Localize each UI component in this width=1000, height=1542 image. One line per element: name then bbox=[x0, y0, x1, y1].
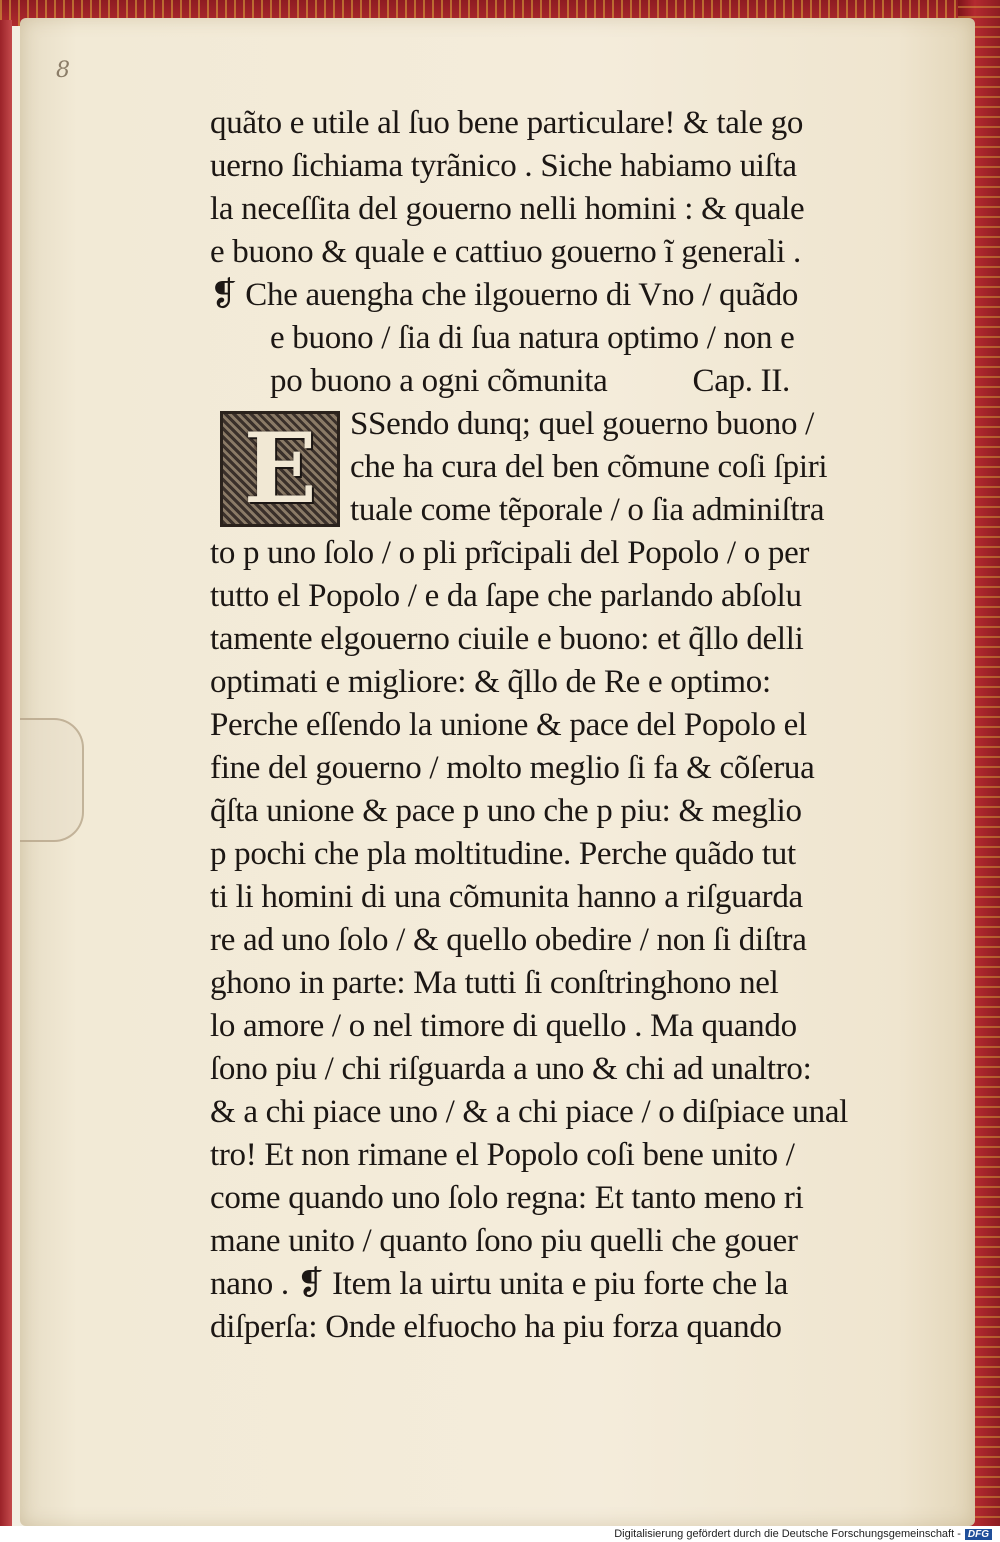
text-line: uerno ſichiama tyrãnico . Siche habiamo uiſta bbox=[210, 148, 797, 184]
initial-lines bbox=[350, 403, 827, 532]
text-line: SSendo dunq; quel gouerno buono / bbox=[350, 406, 814, 442]
page-text-block bbox=[210, 102, 870, 1349]
decorated-initial bbox=[220, 411, 340, 527]
digitization-credit bbox=[614, 1528, 992, 1540]
text-line: p pochi che pla moltitudine. Perche quãdo tut bbox=[210, 836, 796, 872]
dfg-logo: DFG bbox=[965, 1529, 992, 1540]
text-line: diſperſa: Onde elfuocho ha piu forza quando bbox=[210, 1309, 782, 1345]
binding-left-edge bbox=[0, 20, 12, 1528]
text-line: lo amore / o nel timore di quello . Ma quando bbox=[210, 1008, 797, 1044]
text-line: ſono piu / chi riſguarda a uno & chi ad unaltro: bbox=[210, 1051, 812, 1087]
chapter-heading-row bbox=[210, 360, 870, 403]
text-line: q̃ſta unione & pace p uno che p piu: & meglio bbox=[210, 793, 802, 829]
folio-number: 8 bbox=[56, 58, 70, 83]
initial-letter: E bbox=[243, 412, 317, 525]
text-line: to p uno ſolo / o pli prĩcipali del Popolo / o per bbox=[210, 535, 810, 571]
text-line: tutto el Popolo / e da ſape che parlando abſolu bbox=[210, 578, 802, 614]
text-line: re ad uno ſolo / & quello obedire / non ſi diſtra bbox=[210, 922, 807, 958]
chapter-number: Cap. II. bbox=[692, 363, 790, 399]
text-line: optimati e migliore: & q̃llo de Re e optimo: bbox=[210, 664, 771, 700]
chapter-heading-line: po buono a ogni cõmunita bbox=[270, 363, 608, 399]
text-line: ti li homini di una cõmunita hanno a riſguarda bbox=[210, 879, 803, 915]
text-line: che ha cura del ben cõmune coſi ſpiri bbox=[350, 449, 828, 485]
initial-paragraph-start bbox=[210, 403, 870, 532]
text-line: la neceſſita del gouerno nelli homini : & quale bbox=[210, 191, 805, 227]
text-line: tuale come tẽporale / o ſia adminiſtra bbox=[350, 492, 825, 528]
text-line: quãto e utile al ſuo bene particulare! & tale go bbox=[210, 105, 804, 141]
chapter-heading-line: ❡ Che auengha che ilgouerno di Vno / quãdo bbox=[210, 277, 799, 313]
chapter-heading-line: e buono / ſia di ſua natura optimo / non e bbox=[270, 320, 795, 356]
text-line: come quando uno ſolo regna: Et tanto meno ri bbox=[210, 1180, 804, 1216]
text-line: tro! Et non rimane el Popolo coſi bene unito / bbox=[210, 1137, 795, 1173]
text-line: fine del gouerno / molto meglio ſi fa & cõſerua bbox=[210, 750, 815, 786]
credit-text: Digitalisierung gefördert durch die Deutsche Forschungsgemeinschaft - bbox=[614, 1528, 961, 1540]
text-line: nano . ❡ Item la uirtu unita e piu forte che la bbox=[210, 1266, 789, 1302]
page-fold-tab bbox=[20, 718, 84, 842]
text-line: ghono in parte: Ma tutti ſi conſtringhono nel bbox=[210, 965, 779, 1001]
text-line: tamente elgouerno ciuile e buono: et q̃llo delli bbox=[210, 621, 804, 657]
text-line: e buono & quale e cattiuo gouerno ĩ generali . bbox=[210, 234, 801, 270]
text-line: & a chi piace uno / & a chi piace / o diſpiace unal bbox=[210, 1094, 849, 1130]
text-line: mane unito / quanto ſono piu quelli che gouer bbox=[210, 1223, 798, 1259]
text-line: Perche eſſendo la unione & pace del Popolo el bbox=[210, 707, 807, 743]
